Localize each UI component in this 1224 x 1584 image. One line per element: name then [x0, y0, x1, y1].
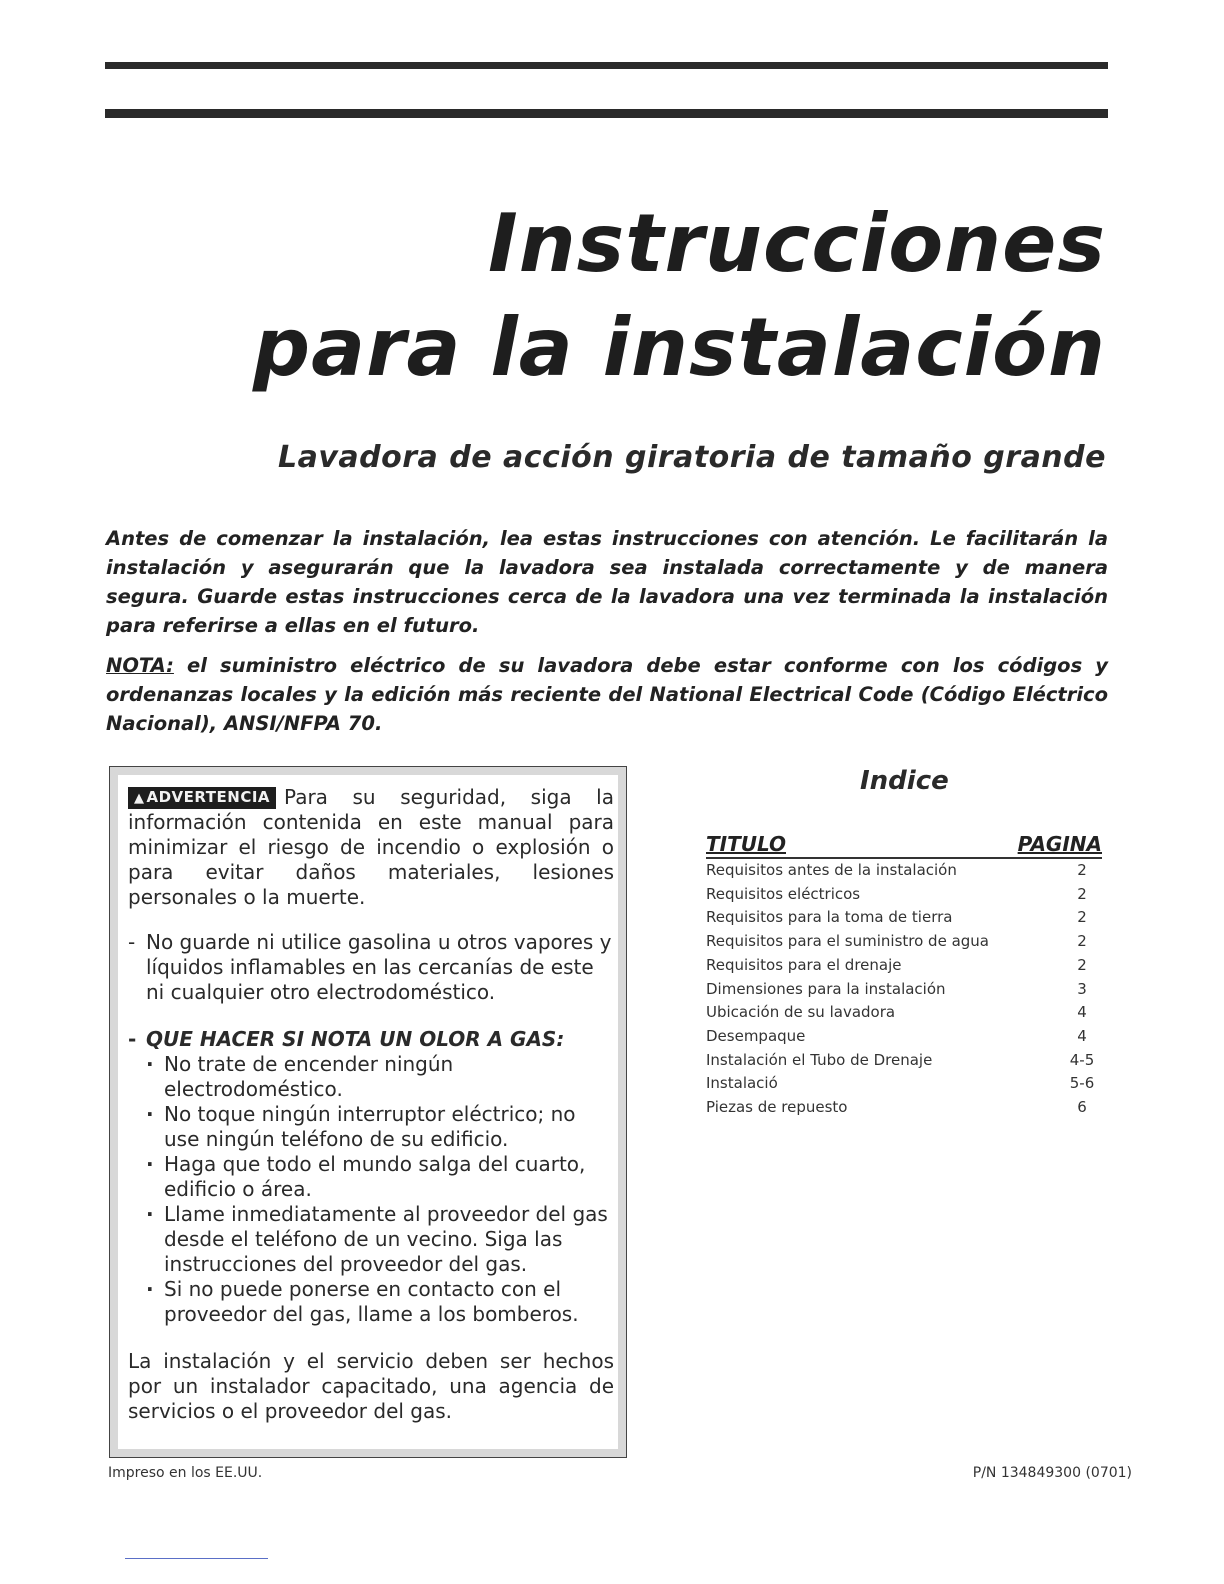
toc-page: 4 — [1077, 1003, 1087, 1022]
intro-paragraph: Antes de comenzar la instalación, lea estas instrucciones con atención. Le facilitarán la instalación y asegurarán que la lavadora sea instalada correctamente y de manera segura. Guarde estas instrucciones cerca de la lavadora una vez terminada la instalación para referirse a ellas en el futuro. — [106, 527, 1108, 637]
warning-box — [109, 766, 627, 1458]
toc-label: Ubicación de su lavadora — [706, 1003, 896, 1022]
toc-label: Requisitos eléctricos — [706, 884, 861, 903]
second-rule — [105, 109, 1108, 118]
toc-row — [706, 1072, 1102, 1096]
footer-part-number: P/N 134849300 (0701) — [972, 1465, 1132, 1481]
toc-label: Dimensiones para la instalación — [706, 979, 946, 998]
warning-closing: La instalación y el servicio deben ser hechos por un instalador capacitado, una agencia de servicios o el proveedor del gas. — [128, 1349, 614, 1423]
toc-header — [706, 831, 1102, 859]
warning-item-1: - No guarde ni utilice gasolina u otros vapores y líquidos inflamables en las cercanías de este ni cualquier otro electrodoméstico. — [128, 930, 614, 1005]
gas-bullet: · No trate de encender ningún electrodoméstico. — [164, 1052, 614, 1102]
warning-badge — [128, 787, 276, 809]
toc-label: Requisitos antes de la instalación — [706, 861, 957, 879]
toc-label: Requisitos para la toma de tierra — [706, 908, 953, 927]
toc-page: 5-6 — [1069, 1074, 1095, 1093]
toc-page: 6 — [1077, 1098, 1087, 1117]
toc-label: Requisitos para el suministro de agua — [706, 932, 989, 951]
toc-page: 2 — [1077, 932, 1087, 951]
toc-row — [706, 930, 1102, 954]
toc-label: Piezas de repuesto — [706, 1098, 848, 1117]
toc-row — [706, 883, 1102, 907]
toc-row — [706, 859, 1102, 883]
toc-col-title: TITULO — [706, 832, 786, 856]
toc-label: Desempaque — [706, 1026, 806, 1045]
toc-row — [706, 1025, 1102, 1049]
title-line-2: para la instalación — [252, 301, 1106, 394]
footer-printed: Impreso en los EE.UU. — [108, 1465, 263, 1481]
gas-bullet: · Llame inmediatamente al proveedor del gas desde el teléfono de un vecino. Siga las instrucciones del proveedor del gas. — [164, 1202, 614, 1277]
toc-page: 2 — [1077, 861, 1087, 879]
gas-bullet: · No toque ningún interruptor eléctrico; no use ningún teléfono de su edificio. — [164, 1102, 614, 1152]
bottom-link-line — [125, 1558, 268, 1559]
toc-label: Instalació — [706, 1074, 778, 1093]
gas-bullet: · Si no puede ponerse en contacto con el proveedor del gas, llame a los bomberos. — [164, 1277, 614, 1327]
toc-page: 4-5 — [1069, 1050, 1095, 1069]
toc-col-page: PAGINA — [1017, 832, 1102, 856]
toc-page: 4 — [1077, 1026, 1087, 1045]
top-rule — [105, 62, 1108, 69]
toc-row — [706, 1096, 1102, 1120]
toc-page: 2 — [1077, 955, 1087, 974]
toc-page: 2 — [1077, 908, 1087, 927]
toc-page: 2 — [1077, 884, 1087, 903]
note-text: el suministro eléctrico de su lavadora debe estar conforme con los códigos y ordenanzas locales y la edición más reciente del National Electrical Code (Código Eléctrico Nacional), ANSI/NFPA 70. — [106, 654, 1108, 735]
gas-bullet: · Haga que todo el mundo salga del cuarto, edificio o área. — [164, 1152, 614, 1202]
toc-row — [706, 978, 1102, 1002]
warning-lead — [128, 785, 614, 910]
warning-badge-label: ADVERTENCIA — [146, 788, 271, 806]
title-line-1: Instrucciones — [487, 197, 1106, 290]
note-paragraph — [106, 651, 1108, 738]
gas-heading: - QUE HACER SI NOTA UN OLOR A GAS: — [128, 1027, 614, 1052]
warning-triangle-icon: ▲ — [134, 791, 145, 806]
toc-row — [706, 1049, 1102, 1073]
warning-lead-text: Para su seguridad, siga la información contenida en este manual para minimizar el riesgo de incendio o explosión o para evitar daños materiales, lesiones personales o la muerte. — [128, 785, 614, 909]
toc-row — [706, 1001, 1102, 1025]
toc-label: Instalación el Tubo de Drenaje — [706, 1050, 933, 1069]
toc-row — [706, 906, 1102, 930]
toc-label: Requisitos para el drenaje — [706, 955, 902, 974]
subtitle: Lavadora de acción giratoria de tamaño grande — [278, 440, 1106, 475]
toc-page: 3 — [1077, 979, 1087, 998]
index-title: Indice — [860, 766, 949, 796]
note-label: NOTA: — [106, 654, 174, 677]
toc-row — [706, 954, 1102, 978]
gas-bullets — [128, 1052, 614, 1327]
table-of-contents — [706, 831, 1102, 1120]
